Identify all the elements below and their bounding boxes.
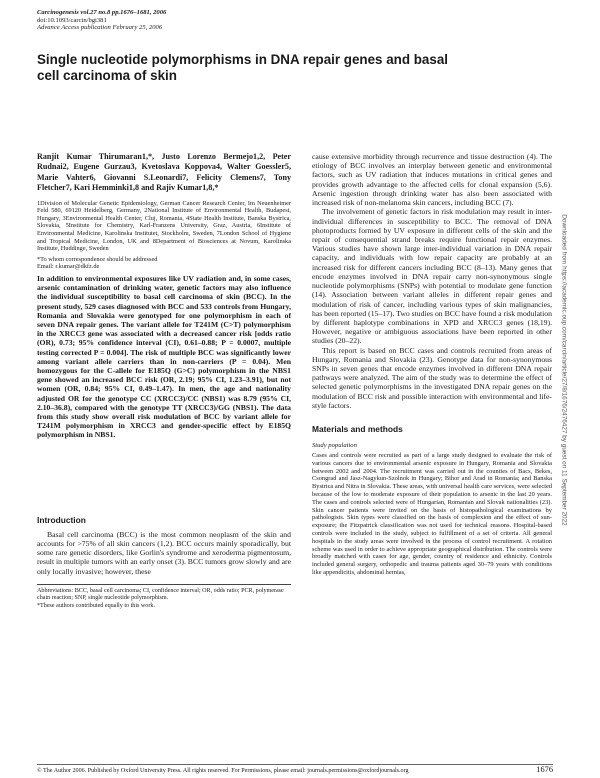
download-watermark	[557, 160, 571, 580]
journal-header	[37, 9, 337, 32]
author-list: Ranjit Kumar Thirumaran1,*, Justo Lorenzo Bermejo1,2, Peter Rudnai2, Eugene Gurzau3, Kvetoslava Koppova4, Walter Goessler5, Marie Vahter6, Giovanni S.Leonardi7, Felicity Clemens7, Tony Fletcher7, Kari Hemminki1,8 and Rajiv Kumar1,8,*	[37, 152, 291, 193]
abbreviations-note: Abbreviations: BCC, basal cell carcinoma; CI, confidence interval; OR, odds ratio; PCR, polymerase chain reaction; SNP, single nucleotide polymorphism.	[37, 587, 284, 602]
methods-heading: Materials and methods	[312, 424, 403, 435]
footnote-divider	[37, 584, 291, 585]
footer-divider	[37, 764, 553, 765]
intro-paragraph-1: cause extensive morbidity through recurrence and tissue destruction (4). The etiology of BCC involves an interplay between genetic and environmental factors, such as UV radiation that induces mutations in critical genes and provides growth advantage to the affected cells for clonal expansion (5,6). Arsenic ingestion through drinking water has also been associated with increased risk of non-melanoma skin cancers, including BCC (7).	[312, 152, 552, 208]
study-population-text: Cases and controls were recruited as part of a large study designed to evaluate the risk of various cancers due to environmental arsenic exposure in Hungary, Romania and Slovakia between 2002 and 2004. The recruitment was carried out in the counties of Bacs, Bekes, Csongrad and Jasz-Nagykun-Szolnok in Hungary; Bihor and Arad in Romania; and Banska Bystrica and Nitra in Slovakia. These areas, with universal health care services, were selected because of the low to moderate exposure of their population to arsenic in the last 20 years. The cases and controls selected were of Hungarian, Romanian and Slovak nationalities (23). Skin cancer patients were invited on the basis of histopathological examinations by pathologists. Skin types were classified on the basis of complexion and the effect of sun-exposure; the Fitzpatrick classification was not used for technical reasons. Hospital-based controls were included in the study, subject to fulfillment of a set of criteria. All general hospitals in the study areas were involved in the process of control recruitment. A rotation scheme was used in order to achieve appropriate geographical distribution. The controls were broadly matched with cases for age, gender, country of residence and ethnicity. Controls included general surgery, orthopedic and trauma patients aged 30–79 years with conditions like appendicitis, abdominal hernias,	[312, 452, 552, 576]
page-footer	[37, 767, 553, 775]
abstract: In addition to environmental exposures like UV radiation and, in some cases, arsenic contamination of drinking water, genetic factors may also influence the individual susceptibility to basal cell carcinoma of skin (BCC). In the present study, 529 cases diagnosed with BCC and 533 controls from Hungary, Romania and Slovakia were genotyped for one polymorphism in each of seven DNA repair genes. The variant allele for T241M (C>T) polymorphism in the XRCC3 gene was associated with a decreased cancer risk [odds ratio (OR), 0.73; 95% confidence interval (CI), 0.61–0.88; P = 0.0007, multiple testing corrected P = 0.004]. The risk of multiple BCC was significantly lower among variant allele carriers than in non-carriers (P = 0.04). Men homozygous for the C-allele for E185Q (G>C) polymorphism in the NBS1 gene showed an increased BCC risk (OR, 2.19; 95% CI, 1.23–3.91), but not women (OR, 0.84; 95% CI, 0.49–1.47). In men, the age and nationality adjusted OR for the genotype CC (XRCC3)/CC (NBS1) was 8.79 (95% CI, 2.10–36.8), compared with the genotype TT (XRCC3)/GG (NBS1). The data from this study show overall risk modulation of BCC by variant allele for T241M polymorphism in XRCC3 and gender-specific effect by E185Q polymorphism in NBS1.	[37, 273, 291, 440]
correspondence-text: *To whom correspondence should be addressed	[37, 255, 158, 263]
footnotes	[37, 588, 291, 610]
journal-citation: Carcinogenesis vol.27 no.8 pp.1676–1681, 2006	[37, 9, 167, 16]
introduction-text: Basal cell carcinoma (BCC) is the most common neoplasm of the skin and accounts for >75% of all skin cancers (1,2). BCC occurs mainly sporadically, but some rare genetic disorders, like Gorlin's syndrome and xeroderma pigmentosum, result in multiple tumors with an early onset (3). BCC tumors grow slowly and are only locally invasive; however, these	[37, 529, 291, 576]
advance-access-note: Advance Access publication February 25, 2006	[37, 24, 163, 32]
article-title: Single nucleotide polymorphisms in DNA repair genes and basal cell carcinoma of skin	[37, 52, 448, 83]
download-watermark-text: Downloaded from https://academic.oup.com/carcin/article/27/8/1676/2476427 by guest on 11 September 2022	[560, 214, 568, 526]
affiliations: 1Division of Molecular Genetic Epidemiology, German Cancer Research Center, Im Neuenheimer Feld 580, 69120 Heidelberg, Germany, 2National Institute of Environmental Health, Budapest, Hungary, 3Environmental Health Center, Cluj, Romania, 4State Health Institute, Banska Bystrica, Slovakia, 5Institute for Chemistry, Karl-Franzens University, Graz, Austria, 6Institute of Environmental Medicine, Karolinska Institutet, Stockholm, Sweden, 7London School of Hygiene and Tropical Medicine, London, UK and 8Department of Biosciences at Novum, Karolinska Institute, Huddinge, Sweden	[37, 199, 291, 253]
right-column	[312, 152, 552, 577]
doi[interactable]: doi:10.1093/carcin/bgi381	[37, 16, 107, 24]
correspondence-email[interactable]: Email: r.kumar@dkfz.de	[37, 263, 100, 271]
copyright-notice: © The Author 2006. Published by Oxford University Press. All rights reserved. For Permissions, please email: journals.permissions@oxfordjournals.org	[37, 768, 409, 774]
intro-paragraph-2: The involvement of genetic factors in risk modulation may result in inter-individual differences in susceptibility to BCC. The removal of DNA photoproducts formed by UV exposure in different cells of the skin and the repair of consequential strand breaks require functional repair enzymes. Various studies have shown large inter-individual variation in DNA repair capacity, and individuals with low repair capacity are probably at an increased risk for different cancers including BCC (8–13). Many genes that encode enzymes involved in DNA repair carry non-synonymous single nucleotide polymorphisms (SNPs) with potential to modulate gene function (14). Association between variant alleles in different repair genes and modulation of risk of cancer, including various types of skin malignancies, has been reported (15–17). Two studies on BCC have found a risk modulation by different haplotype combinations in XPD and XRCC3 genes (18,19). However, negative or ambiguous associations have been reported in other studies (20–22).	[312, 207, 552, 346]
equal-contribution-note: *These authors contributed equally to this work.	[37, 602, 155, 609]
page-number: 1676	[536, 765, 553, 774]
left-column	[37, 152, 291, 610]
study-population-heading: Study population	[312, 442, 357, 450]
intro-paragraph-3: This report is based on BCC cases and controls recruited from areas of Hungary, Romania and Slovakia (23). Genotype data for non-synonymous SNPs in seven genes that encode enzymes involved in different DNA repair pathways were analyzed. The aim of the study was to determine the effect of selected genetic polymorphisms in the investigated DNA repair genes on the modulation of BCC risk and possible interaction with environmental and life-style factors.	[312, 345, 552, 410]
introduction-heading: Introduction	[37, 514, 86, 525]
correspondence-note	[37, 256, 291, 271]
